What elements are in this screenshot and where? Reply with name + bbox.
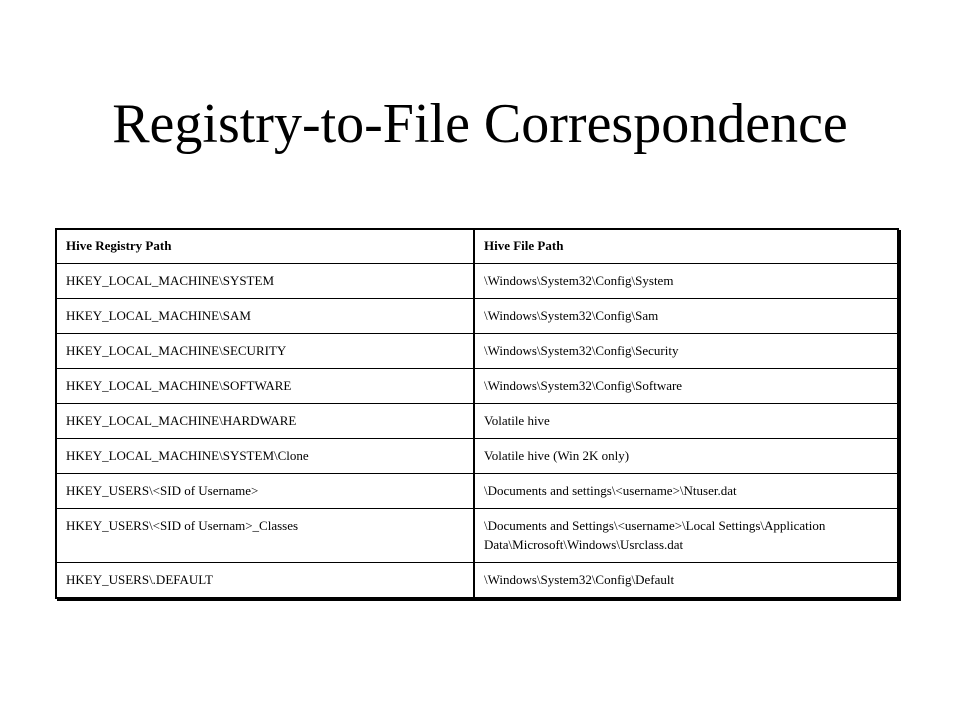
table-row — [56, 509, 898, 563]
table-row — [56, 299, 898, 334]
registry-path-cell: HKEY_LOCAL_MACHINE\SYSTEM\Clone — [56, 439, 474, 474]
table-row — [56, 474, 898, 509]
registry-path-cell: HKEY_USERS\<SID of Username> — [56, 474, 474, 509]
file-path-cell: \Documents and Settings\<username>\Local Settings\Application Data\Microsoft\Windows\Usrclass.dat — [474, 509, 898, 563]
table-row — [56, 563, 898, 599]
table-row — [56, 404, 898, 439]
file-path-cell: Volatile hive — [474, 404, 898, 439]
file-path-cell: Volatile hive (Win 2K only) — [474, 439, 898, 474]
registry-path-cell: HKEY_LOCAL_MACHINE\SECURITY — [56, 334, 474, 369]
registry-path-cell: HKEY_USERS\<SID of Usernam>_Classes — [56, 509, 474, 563]
file-path-cell: \Windows\System32\Config\Software — [474, 369, 898, 404]
file-path-cell: \Documents and settings\<username>\Ntuser.dat — [474, 474, 898, 509]
registry-path-cell: HKEY_LOCAL_MACHINE\SOFTWARE — [56, 369, 474, 404]
table-row — [56, 264, 898, 299]
registry-path-cell: HKEY_LOCAL_MACHINE\SYSTEM — [56, 264, 474, 299]
header-hive-registry-path: Hive Registry Path — [56, 229, 474, 264]
table-row — [56, 334, 898, 369]
registry-path-cell: HKEY_USERS\.DEFAULT — [56, 563, 474, 599]
file-path-cell: \Windows\System32\Config\Default — [474, 563, 898, 599]
table-row — [56, 439, 898, 474]
registry-file-table — [55, 228, 899, 599]
table-row — [56, 369, 898, 404]
file-path-cell: \Windows\System32\Config\Sam — [474, 299, 898, 334]
registry-path-cell: HKEY_LOCAL_MACHINE\HARDWARE — [56, 404, 474, 439]
header-hive-file-path: Hive File Path — [474, 229, 898, 264]
table-header-row — [56, 229, 898, 264]
registry-path-cell: HKEY_LOCAL_MACHINE\SAM — [56, 299, 474, 334]
slide-title: Registry-to-File Correspondence — [112, 93, 848, 155]
file-path-cell: \Windows\System32\Config\Security — [474, 334, 898, 369]
file-path-cell: \Windows\System32\Config\System — [474, 264, 898, 299]
table-container — [55, 228, 897, 599]
